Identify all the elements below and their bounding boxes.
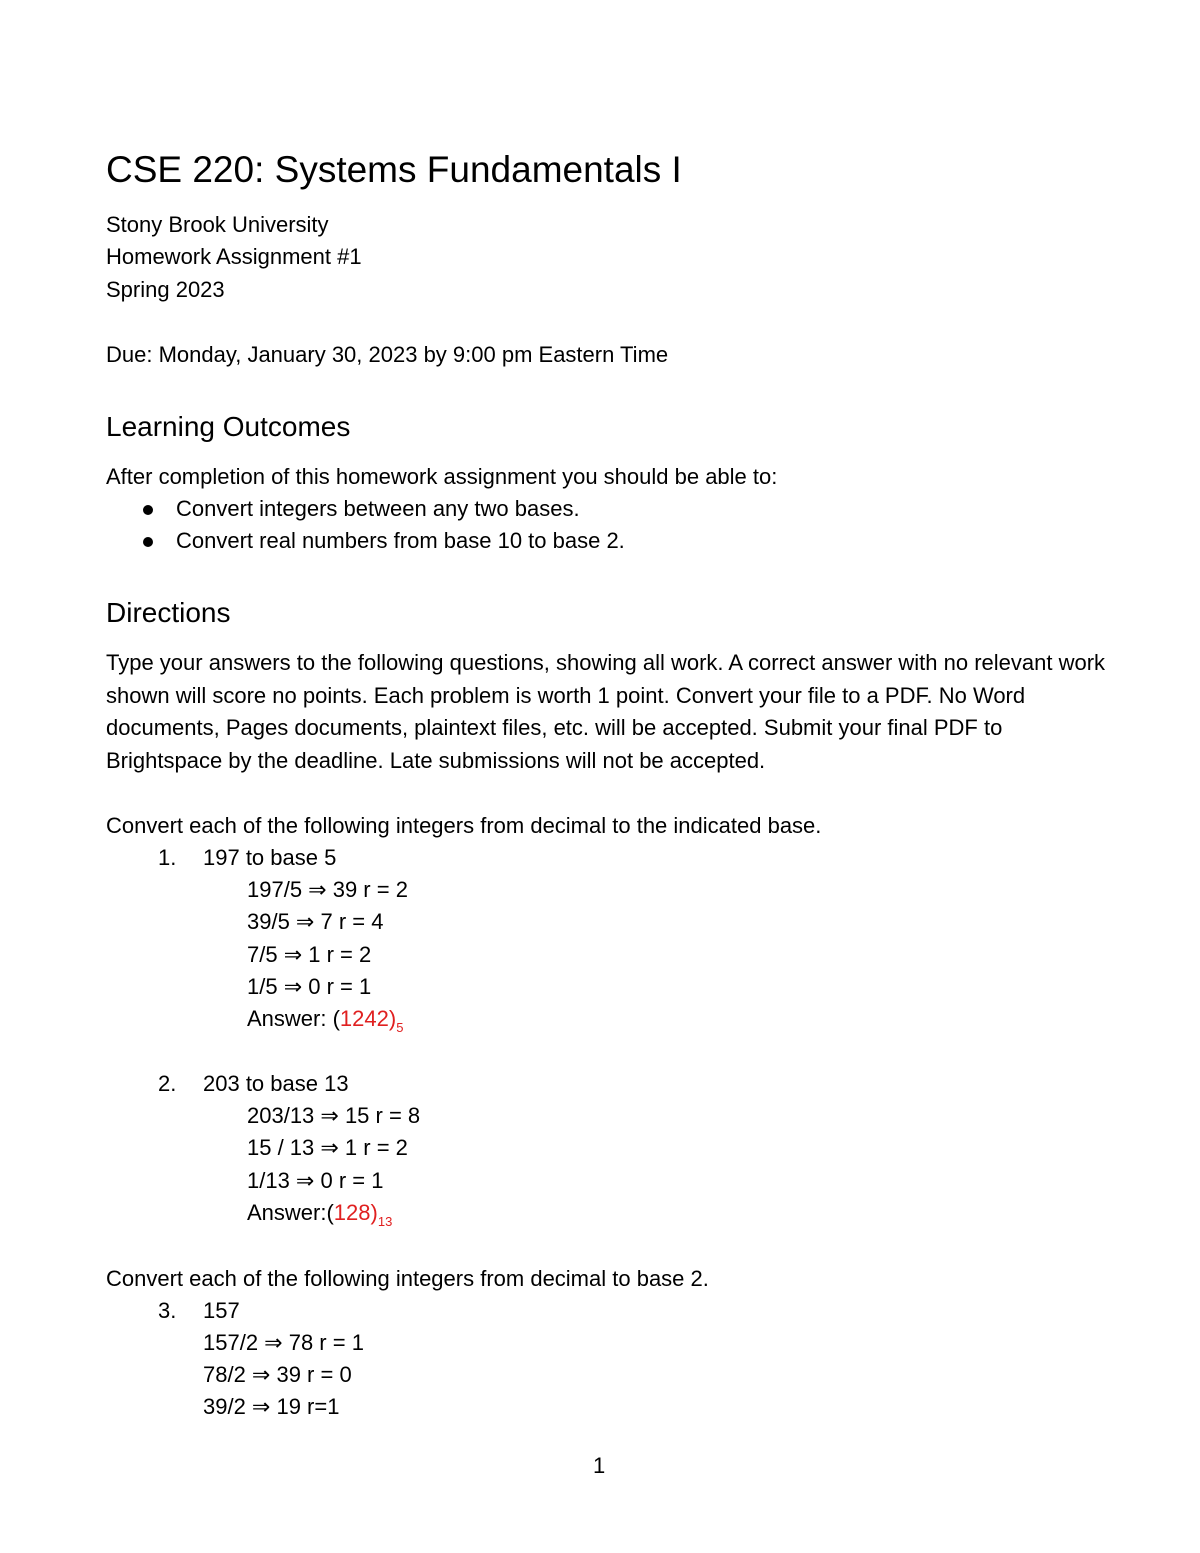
work-step: 15 / 13 ⇒ 1 r = 2 — [247, 1135, 408, 1160]
work-step: 197/5 ⇒ 39 r = 2 — [247, 877, 408, 902]
answer-suffix: ) — [388, 1006, 397, 1031]
answer-prefix: Answer:( — [247, 1200, 334, 1225]
learning-outcomes-heading: Learning Outcomes — [106, 411, 351, 442]
answer-base: 5 — [396, 1020, 404, 1035]
work-step: 39/2 ⇒ 19 r=1 — [203, 1394, 340, 1419]
problem-question: 197 to base 5 — [203, 845, 337, 870]
outcome-item: Convert integers between any two bases. — [176, 496, 580, 521]
work-step: 39/5 ⇒ 7 r = 4 — [247, 909, 384, 934]
problem-question: 203 to base 13 — [203, 1071, 349, 1096]
work-step: 203/13 ⇒ 15 r = 8 — [247, 1103, 421, 1128]
due-line: Due: Monday, January 30, 2023 by 9:00 pm Eastern Time — [106, 342, 669, 367]
answer-line — [247, 1197, 392, 1233]
outcome-item: Convert real numbers from base 10 to base 2. — [176, 528, 625, 553]
answer-suffix: ) — [370, 1200, 378, 1225]
work-step: 157/2 ⇒ 78 r = 1 — [203, 1330, 364, 1355]
bullet-dot — [143, 505, 153, 515]
work-step: 78/2 ⇒ 39 r = 0 — [203, 1362, 352, 1387]
problem-question: 157 — [203, 1298, 240, 1323]
work-step: 7/5 ⇒ 1 r = 2 — [247, 942, 372, 967]
answer-value: 128 — [333, 1200, 371, 1225]
directions-heading: Directions — [106, 597, 231, 628]
answer-prefix: Answer: ( — [247, 1006, 340, 1031]
term-line: Spring 2023 — [106, 277, 225, 302]
work-step: 1/5 ⇒ 0 r = 1 — [247, 974, 372, 999]
section2-intro: Convert each of the following integers from decimal to base 2. — [106, 1266, 709, 1291]
answer-value: 1242 — [339, 1006, 389, 1031]
problem-number: 1. — [158, 845, 177, 870]
problem-number: 3. — [158, 1298, 177, 1323]
work-step: 1/13 ⇒ 0 r = 1 — [247, 1168, 384, 1193]
answer-line — [247, 1003, 403, 1039]
assignment-line: Homework Assignment #1 — [106, 244, 362, 269]
university-line: Stony Brook University — [106, 212, 329, 237]
learning-outcomes-intro: After completion of this homework assignment you should be able to: — [106, 464, 778, 489]
answer-base: 13 — [377, 1214, 393, 1229]
bullet-dot — [143, 537, 153, 547]
document-title: CSE 220: Systems Fundamentals I — [106, 149, 682, 190]
problem-number: 2. — [158, 1071, 177, 1096]
page-number: 1 — [593, 1453, 606, 1478]
directions-text: Type your answers to the following questions, showing all work. A correct answer with no relevant work shown will score no points. Each problem is worth 1 point. Convert your file to a PDF. No Word documents, Pages documents, plaintext files, etc. will be accepted. Submit your final PDF to Brightspace by the deadline. Late submissions will not be accepted. — [106, 650, 1106, 773]
section1-intro: Convert each of the following integers from decimal to the indicated base. — [106, 813, 822, 838]
